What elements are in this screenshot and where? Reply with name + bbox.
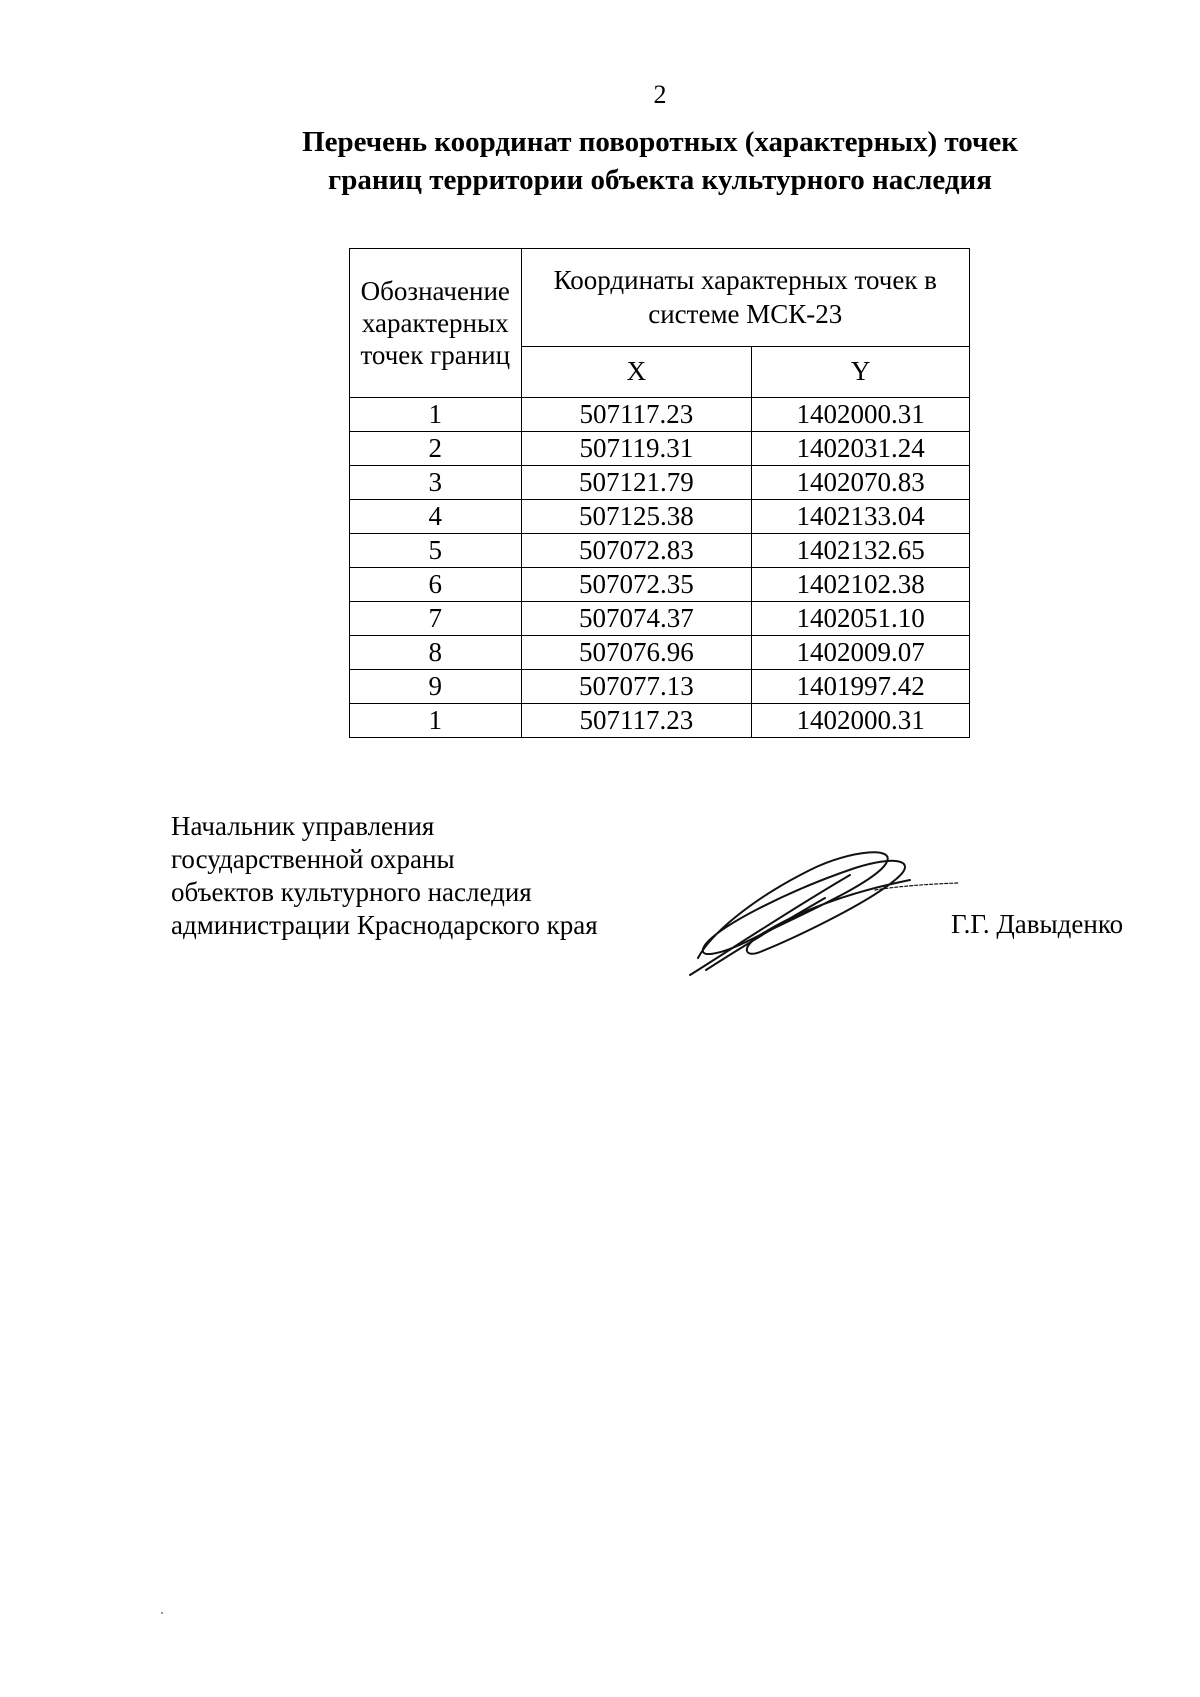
table-row (350, 636, 970, 670)
x-cell: 507119.31 (521, 432, 752, 466)
table-row (350, 534, 970, 568)
table-row (350, 432, 970, 466)
x-cell: 507072.35 (521, 568, 752, 602)
table-row (350, 568, 970, 602)
point-cell: 4 (350, 500, 522, 534)
x-cell: 507074.37 (521, 602, 752, 636)
y-cell: 1402009.07 (752, 636, 970, 670)
header-designation: Обозначение характерных точек границ (350, 249, 522, 398)
table-row (350, 670, 970, 704)
point-cell: 6 (350, 568, 522, 602)
point-cell: 8 (350, 636, 522, 670)
x-cell: 507121.79 (521, 466, 752, 500)
x-cell: 507117.23 (521, 704, 752, 738)
point-cell: 9 (350, 670, 522, 704)
title-line-2: границ территории объекта культурного наследия (328, 164, 992, 196)
y-cell: 1401997.42 (752, 670, 970, 704)
scan-speck (161, 1612, 163, 1614)
signer-position-line-2: государственной охраны (171, 844, 455, 874)
coordinates-table-body (350, 398, 970, 738)
title-line-1: Перечень координат поворотных (характерных) точек (302, 126, 1018, 158)
point-cell: 3 (350, 466, 522, 500)
signer-position-line-4: администрации Краснодарского края (171, 910, 598, 940)
signer-position-line-1: Начальник управления (171, 811, 435, 841)
y-cell: 1402031.24 (752, 432, 970, 466)
y-cell: 1402000.31 (752, 704, 970, 738)
x-cell: 507072.83 (521, 534, 752, 568)
signer-position (171, 810, 598, 942)
page-number: 2 (653, 80, 667, 109)
table-row (350, 602, 970, 636)
document-title (260, 123, 1060, 199)
point-cell: 2 (350, 432, 522, 466)
x-cell: 507125.38 (521, 500, 752, 534)
y-cell: 1402102.38 (752, 568, 970, 602)
table-row (350, 466, 970, 500)
point-cell: 7 (350, 602, 522, 636)
signer-position-line-3: объектов культурного наследия (171, 877, 532, 907)
handwritten-signature (680, 840, 960, 980)
point-cell: 1 (350, 704, 522, 738)
table-row (350, 704, 970, 738)
y-cell: 1402051.10 (752, 602, 970, 636)
table-row (350, 398, 970, 432)
header-y: Y (752, 346, 970, 397)
x-cell: 507076.96 (521, 636, 752, 670)
table-row (350, 500, 970, 534)
signer-name: Г.Г. Давыденко (951, 909, 1124, 939)
header-coordinates: Координаты характерных точек в системе МСК-23 (521, 249, 969, 347)
y-cell: 1402000.31 (752, 398, 970, 432)
y-cell: 1402070.83 (752, 466, 970, 500)
coordinates-table (349, 248, 970, 738)
header-x: X (521, 346, 752, 397)
y-cell: 1402132.65 (752, 534, 970, 568)
point-cell: 5 (350, 534, 522, 568)
x-cell: 507117.23 (521, 398, 752, 432)
x-cell: 507077.13 (521, 670, 752, 704)
point-cell: 1 (350, 398, 522, 432)
y-cell: 1402133.04 (752, 500, 970, 534)
